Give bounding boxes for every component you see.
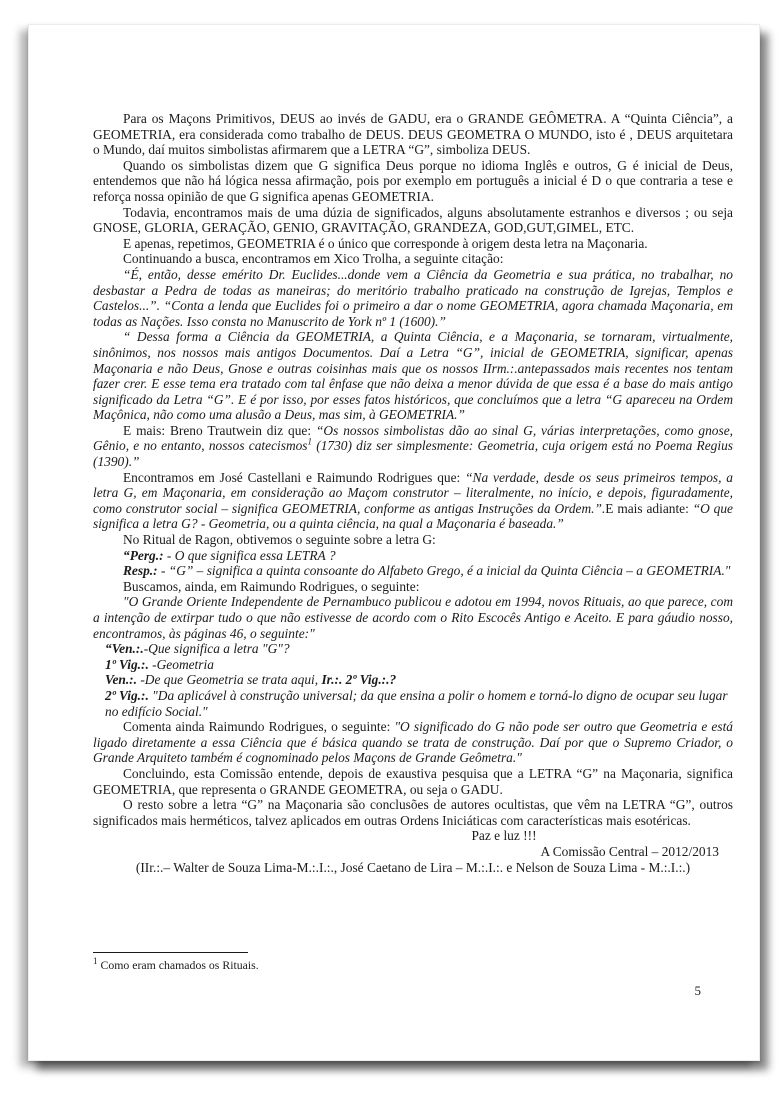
speaker-label: Resp.: xyxy=(123,563,158,579)
text-run: No Ritual de Ragon, obtivemos o seguinte sobre a letra G: xyxy=(123,532,436,548)
paragraph-3 xyxy=(93,205,733,236)
text-run: Para os Maçons Primitivos, DEUS ao invés de GADU, era o GRANDE GEÔMETRA. A “Quinta Ciência”, a GEOMETRIA, era considerada como trabalho de DEUS. DEUS GEOMETRA O MUNDO, isto é , DEUS arquitetara o Mundo, daí muitos simbolistas afirmarem que a LETRA “G”, simboliza DEUS. xyxy=(93,111,733,158)
text-run: Encontramos em José Castellani e Raimundo Rodrigues que: xyxy=(123,469,466,485)
quote-run: - “G” – significa a quinta consoante do Alfabeto Grego, é a inicial da Quinta Ciência – a GEOMETRIA." xyxy=(157,563,731,579)
quote-run: “O que significa a letra G? - Geometria, ou a quinta ciência, na qual a Maçonaria é baseada.” xyxy=(93,500,733,532)
footnote-text: Como eram chamados os Rituais. xyxy=(97,958,259,972)
paragraph-20 xyxy=(93,766,733,797)
text-run: Concluindo, esta Comissão entende, depois de exaustiva pesquisa que a LETRA “G” na Maçonaria, significa GEOMETRIA, que representa o GRANDE GEOMETRA, ou seja o GADU. xyxy=(93,765,733,797)
text-run: Quando os simbolistas dizem que G significa Deus porque no idioma Inglês e outros, G é inicial de Deus, entendemos que não há lógica nessa afirmação, pois por exemplo em português a inicial é D o que contraria a tese e reforça nossa opinião de que G significa apenas GEOMETRIA. xyxy=(93,157,733,204)
speaker-label: 2º Vig.:. xyxy=(105,687,149,703)
paragraph-11-question xyxy=(93,548,733,564)
speaker-label: “Ven.:. xyxy=(105,641,144,657)
text-run: Buscamos, ainda, em Raimundo Rodrigues, o seguinte: xyxy=(123,578,420,594)
closing-signatures-line xyxy=(93,860,733,876)
text-run: Comenta ainda Raimundo Rodrigues, o seguinte: xyxy=(123,719,395,735)
speaker-label: “Perg.: xyxy=(123,547,164,563)
text-run: E mais: Breno Trautwein diz que: xyxy=(123,422,316,438)
text-run: (IIr.:.– Walter de Souza Lima-M.:.I.:., José Caetano de Lira – M.:.I.:. e Nelson de Souza Lima - M.:.I.:.) xyxy=(135,859,691,875)
paragraph-6-quote xyxy=(93,267,733,329)
footnote-reference: 1 xyxy=(307,437,313,447)
paragraph-9 xyxy=(93,470,733,532)
speaker-label: Ven.:. xyxy=(105,672,137,688)
speaker-label: 1º Vig.:. xyxy=(105,656,149,672)
quote-run: -Que significa a letra "G"? xyxy=(143,641,290,657)
closing-commission-line xyxy=(93,844,733,860)
paragraph-13 xyxy=(93,579,733,595)
text-run: Continuando a busca, encontramos em Xico Trolha, a seguinte citação: xyxy=(123,251,504,267)
footnote-marker: 1 xyxy=(93,956,98,967)
quote-run: "O Grande Oriente Independente de Pernambuco publicou e adotou em 1994, novos Rituais, ao que parece, com a intenção de extirpar tudo o que não estivesse de acordo com o Rito Escocês Antigo e Aceito. E para gáudio nosso, encontramos, às páginas 46, o seguinte:" xyxy=(93,594,733,641)
paragraph-4 xyxy=(93,236,733,252)
quote-run: “ Dessa forma a Ciência da GEOMETRIA, a Quinta Ciência, e a Maçonaria, se tornaram, virtualmente, sinônimos, nos nossos mais antigos Documentos. Daí a Letra “G”, inicial de GEOMETRIA, significar, apenas Maçonaria e não Deus, Gnose e outras coisinhas mais que os nossos IIrm.:.antepassados mais recentes nos tentam fazer crer. E esse tema era tratado com tal ênfase que não deixa a menor dúvida de que essa é a base do mais antigo significado da Letra “G”. E é por isso, por esses fatos históricos, que concluímos que a letra “G apareceu na Ordem Maçônica, não como uma alusão a Deus, mas sim, à GEOMETRIA.” xyxy=(93,329,733,423)
paragraph-5 xyxy=(93,251,733,267)
quote-run: "Da aplicável à construção universal; da que ensina a polir o homem e torná-lo digno de ocupar seu lugar no edifício Social." xyxy=(105,687,728,719)
text-run: E mais adiante: xyxy=(605,500,693,516)
paragraph-8 xyxy=(93,423,733,470)
closing-salutation xyxy=(93,828,733,844)
text-run: Todavia, encontramos mais de uma dúzia de significados, alguns absolutamente estranhos e diversos ; ou seja GNOSE, GLORIA, GERAÇÃO, GENIO, GRAVITAÇÃO, GRANDEZA, GOD,GUT,GIMEL, ETC. xyxy=(93,204,733,236)
footnote-area xyxy=(93,952,733,972)
speaker-label: Ir.:. 2º Vig.:.? xyxy=(321,672,397,688)
page-number: 5 xyxy=(694,983,701,998)
quote-run: "O significado do G não pode ser outro que Geometria e está ligado diretamente a essa Ciência que é básica quando se trata de construção. Daí por que o Supremo Criador, o Grande Arquiteto também é cognominado pelos Maçons de Grande Geômetra." xyxy=(93,719,734,766)
paragraph-7-quote xyxy=(93,329,733,423)
dialog-line-vig-1 xyxy=(105,657,733,673)
quote-run: “Os nossos simbolistas dão ao sinal G, várias interpretações, como gnose, Gênio, e no entanto, nossos catecismos xyxy=(93,422,733,454)
dialog-line-ven-1 xyxy=(105,641,733,657)
footnote-separator-rule xyxy=(93,952,248,955)
paragraph-12-answer xyxy=(93,563,733,579)
paragraph-14-quote xyxy=(93,594,733,641)
text-run: E apenas, repetimos, GEOMETRIA é o único que corresponde à origem desta letra na Maçonaria. xyxy=(123,235,648,251)
quote-run: -De que Geometria se trata aqui, xyxy=(137,672,322,688)
text-run: Paz e luz !!! xyxy=(471,828,537,844)
document-page xyxy=(28,24,760,1061)
paragraph-21 xyxy=(93,797,733,828)
quote-run: “Na verdade, desde os seus primeiros tempos, a letra G, em Maçonaria, em consideração ao Maçom construtor – literalmente, no início, e depois, figuradamente, como construtor social – significa GEOMETRIA, conforme as antigas Instruções da Ordem.”. xyxy=(93,469,733,516)
quote-run: - O que significa essa LETRA ? xyxy=(163,547,336,563)
dialog-line-ven-2 xyxy=(105,672,733,688)
quote-run: -Geometria xyxy=(148,656,214,672)
footnote-line xyxy=(93,958,733,972)
document-body xyxy=(29,25,759,875)
quote-run: (1730) diz ser simplesmente: Geometria, cuja origem está no Poema Regius (1390).” xyxy=(93,438,733,470)
paragraph-19 xyxy=(93,719,733,766)
paragraph-10 xyxy=(93,532,733,548)
paragraph-2 xyxy=(93,158,733,205)
dialog-line-vig-2 xyxy=(105,688,733,719)
text-run: O resto sobre a letra “G” na Maçonaria são conclusões de autores ocultistas, que vêm na LETRA “G”, outros significados mais herméticos, talvez aplicados em outras Ordens Iniciáticas com características mais esotéricas. xyxy=(93,797,733,828)
quote-run: “É, então, desse emérito Dr. Euclides...donde vem a Ciência da Geometria e sua prática, no trabalhar, no desbastar a Pedra de todas as maneiras; do meritório trabalho praticado na construção de Igrejas, Templos e Castelos...”. “Conta a lenda que Euclides foi o primeiro a dar o nome GEOMETRIA, agora chamada Maçonaria, em todas as Nações. Isso consta no Manuscrito de York nº 1 (1600).” xyxy=(93,266,733,329)
text-run: A Comissão Central – 2012/2013 xyxy=(540,843,719,859)
paragraph-1 xyxy=(93,111,733,158)
